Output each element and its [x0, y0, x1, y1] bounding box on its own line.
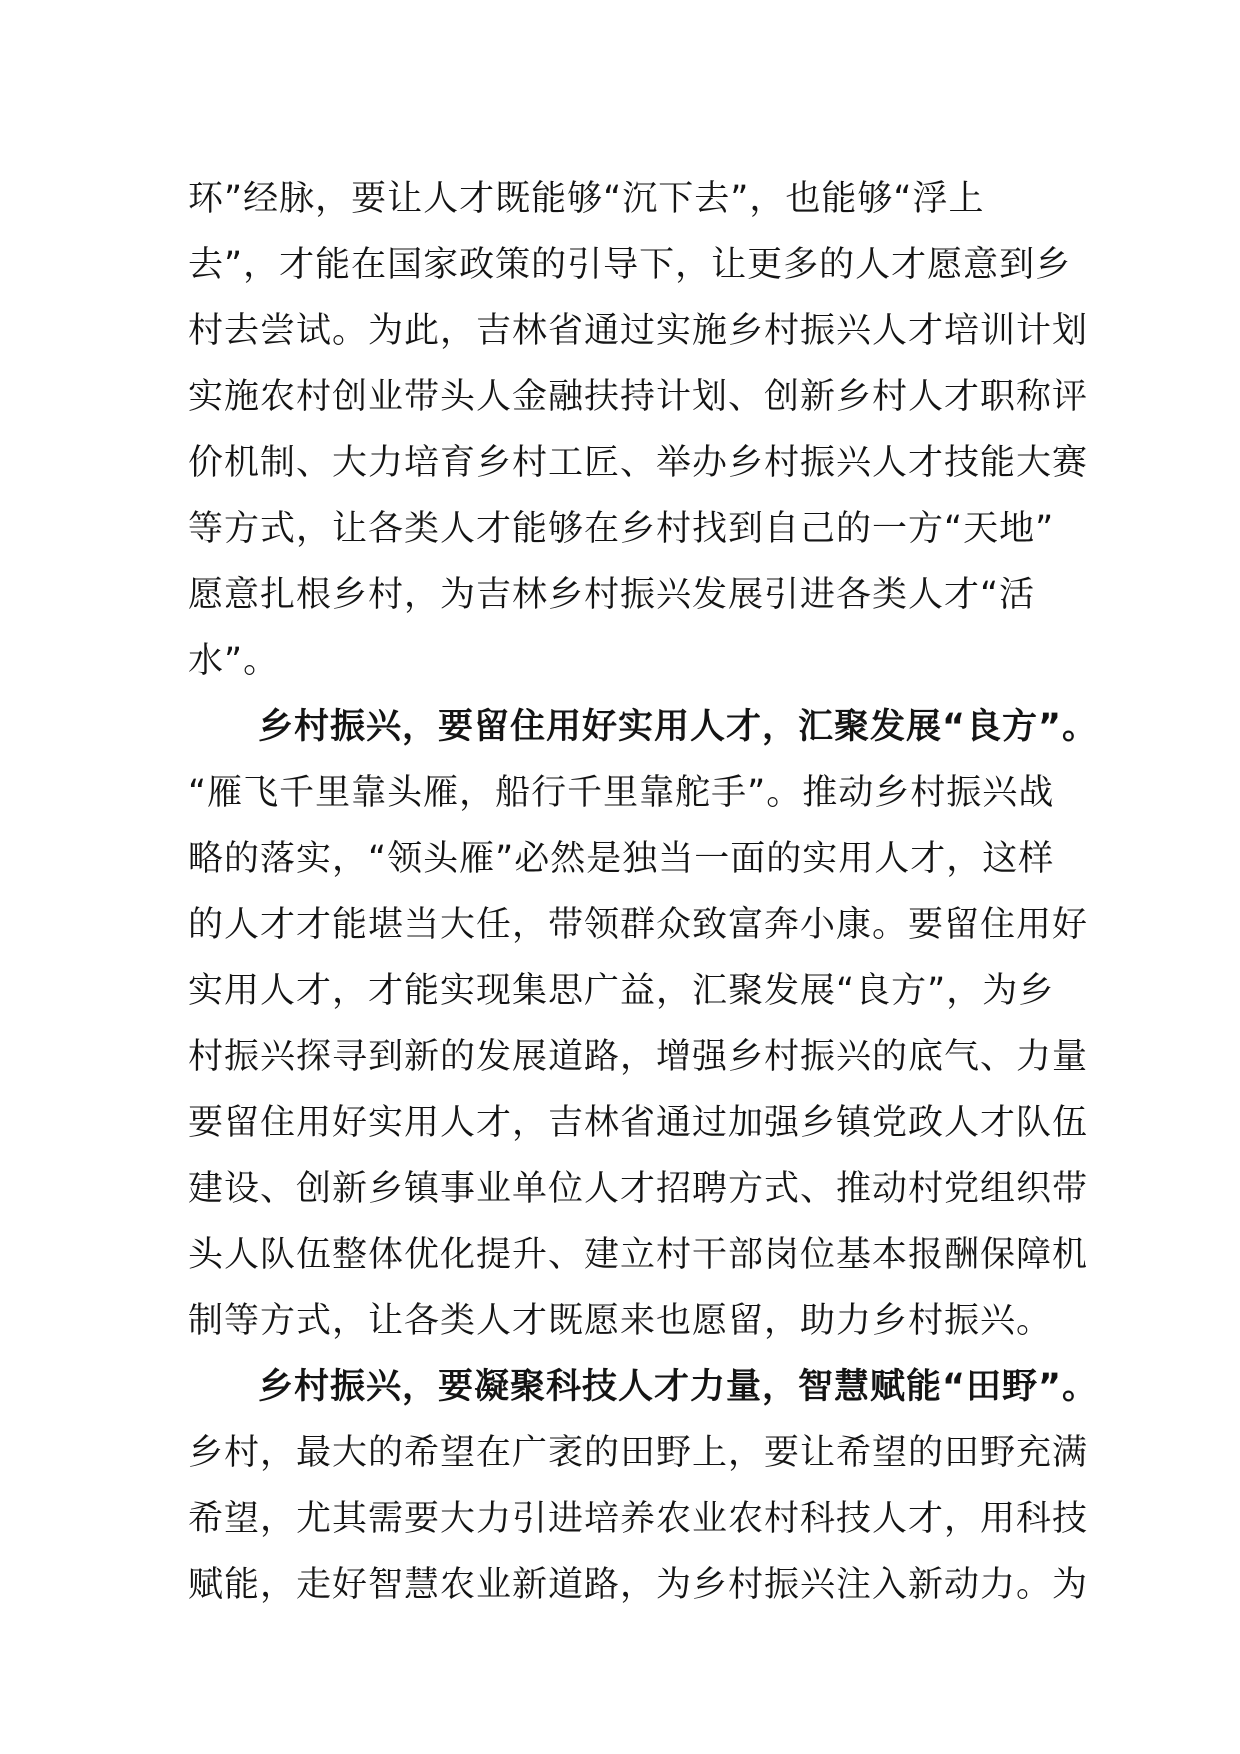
paragraph-line: “雁飞千里靠头雁，船行千里靠舵手”。推动乡村振兴战	[188, 773, 1055, 813]
section-heading-line: 乡村振兴，要凝聚科技人才力量，智慧赋能“田野”。	[258, 1367, 1099, 1407]
paragraph-line: 实施农村创业带头人金融扶持计划、创新乡村人才职称评	[188, 377, 1089, 417]
paragraph-line: 实用人才，才能实现集思广益，汇聚发展“良方”，为乡	[188, 971, 1055, 1011]
paragraph-line: 乡村，最大的希望在广袤的田野上，要让希望的田野充满	[188, 1433, 1089, 1473]
paragraph-line: 要留住用好实用人才，吉林省通过加强乡镇党政人才队伍	[188, 1103, 1089, 1143]
paragraph-line: 略的落实，“领头雁”必然是独当一面的实用人才，这样	[188, 839, 1055, 879]
paragraph-line: 村振兴探寻到新的发展道路，增强乡村振兴的底气、力量	[188, 1037, 1089, 1077]
section-heading-line: 乡村振兴，要留住用好实用人才，汇聚发展“良方”。	[258, 707, 1099, 747]
paragraph-line: 村去尝试。为此，吉林省通过实施乡村振兴人才培训计划	[188, 311, 1089, 351]
paragraph-line: 水”。	[188, 641, 280, 681]
paragraph-line: 等方式，让各类人才能够在乡村找到自己的一方“天地”	[188, 509, 1055, 549]
paragraph-line: 制等方式，让各类人才既愿来也愿留，助力乡村振兴。	[188, 1301, 1053, 1341]
paragraph-line: 愿意扎根乡村，为吉林乡村振兴发展引进各类人才“活	[188, 575, 1036, 615]
paragraph-line: 的人才才能堪当大任，带领群众致富奔小康。要留住用好	[188, 905, 1089, 945]
paragraph-line: 环”经脉，要让人才既能够“沉下去”，也能够“浮上	[188, 179, 985, 219]
paragraph-line: 价机制、大力培育乡村工匠、举办乡村振兴人才技能大赛	[188, 443, 1089, 483]
paragraph-line: 希望，尤其需要大力引进培养农业农村科技人才，用科技	[188, 1499, 1089, 1539]
document-body	[188, 166, 1099, 1618]
paragraph-line: 头人队伍整体优化提升、建立村干部岗位基本报酬保障机	[188, 1235, 1089, 1275]
paragraph-line: 去”，才能在国家政策的引导下，让更多的人才愿意到乡	[188, 245, 1072, 285]
paragraph-line: 赋能，走好智慧农业新道路，为乡村振兴注入新动力。为	[188, 1565, 1089, 1605]
paragraph-line: 建设、创新乡镇事业单位人才招聘方式、推动村党组织带	[188, 1169, 1089, 1209]
